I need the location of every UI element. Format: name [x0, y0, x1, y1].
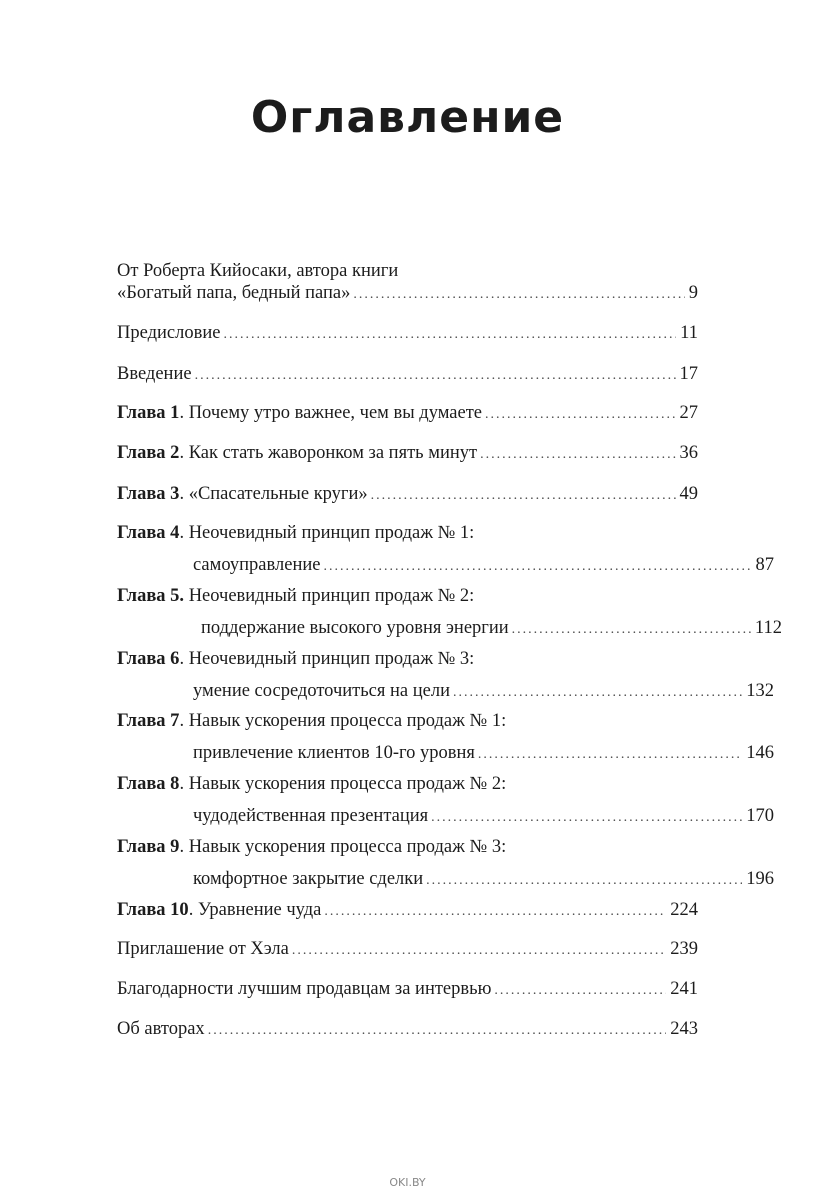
- dot-leader: [195, 365, 676, 387]
- toc-entry-page: 49: [679, 484, 698, 504]
- toc-entry-page: 17: [679, 364, 698, 384]
- toc-chapter-label: Глава 3: [117, 484, 180, 504]
- toc-entry-line1: [117, 260, 698, 282]
- toc-chapter-label: Глава 1: [117, 403, 180, 423]
- toc-entry-first-line: От Роберта Кийосаки, автора книги: [117, 261, 399, 281]
- toc-entry-text: . Как стать жаворонком за пять минут: [179, 443, 478, 463]
- toc-entry-preface[interactable]: [117, 322, 698, 346]
- toc-entry-chapter-5[interactable]: [117, 585, 782, 641]
- toc-entry-text: Об авторах: [117, 1019, 205, 1039]
- dot-leader: [453, 682, 742, 704]
- toc-entry-page: 196: [746, 869, 774, 889]
- toc-entry-page: 27: [679, 403, 698, 423]
- toc-entry-text: Предисловие: [117, 323, 221, 343]
- toc-entry-page: 146: [746, 743, 774, 763]
- toc-entry-text: . Почему утро важнее, чем вы думаете: [179, 403, 483, 423]
- toc-entry-text: привлечение клиентов 10-го уровня: [193, 743, 475, 763]
- dot-leader: [512, 619, 751, 641]
- toc-entry-first-line: . Навык ускорения процесса продаж № 3:: [179, 837, 507, 857]
- toc-entry-page: 132: [746, 681, 774, 701]
- toc-entry-page: 112: [754, 618, 782, 638]
- toc-chapter-label: Глава 2: [117, 443, 180, 463]
- toc-entry-foreword-kiyosaki[interactable]: [117, 260, 698, 306]
- toc-entry-text: умение сосредоточиться на цели: [193, 681, 450, 701]
- dot-leader: [223, 324, 676, 346]
- dot-leader: [494, 980, 666, 1002]
- dot-leader: [323, 556, 751, 578]
- toc-entry-chapter-1[interactable]: [117, 402, 698, 426]
- toc-entry-about-authors[interactable]: [117, 1018, 698, 1042]
- toc-chapter-label: Глава 4: [117, 523, 180, 543]
- toc-entry-chapter-3[interactable]: [117, 483, 698, 507]
- toc-entry-page: 170: [746, 806, 774, 826]
- dot-leader: [478, 744, 742, 766]
- toc-entry-text: «Богатый папа, бедный папа»: [117, 283, 351, 303]
- dot-leader: [431, 807, 742, 829]
- toc-entry-invitation[interactable]: [117, 938, 698, 962]
- toc-entry-chapter-6[interactable]: [117, 648, 774, 704]
- toc-entry-page: 11: [680, 323, 698, 343]
- toc-entry-acknowledgements[interactable]: [117, 978, 698, 1002]
- dot-leader: [292, 940, 666, 962]
- toc-entry-chapter-7[interactable]: [117, 710, 774, 766]
- toc-entry-text: самоуправление: [193, 555, 321, 575]
- dot-leader: [485, 404, 675, 426]
- toc-entry-text: . Уравнение чуда: [188, 900, 322, 920]
- toc-chapter-label: Глава 8: [117, 774, 180, 794]
- toc-entry-page: 36: [679, 443, 698, 463]
- toc-chapter-label: Глава 10: [117, 900, 189, 920]
- toc-entry-page: 87: [755, 555, 774, 575]
- toc-entry-first-line: Неочевидный принцип продаж № 2:: [184, 586, 475, 606]
- page-title: Оглавление: [250, 92, 565, 143]
- toc-chapter-label: Глава 6: [117, 649, 180, 669]
- dot-leader: [371, 485, 676, 507]
- toc-chapter-label: Глава 5.: [117, 586, 185, 606]
- dot-leader: [426, 870, 742, 892]
- toc-chapter-label: Глава 7: [117, 711, 180, 731]
- toc-entry-first-line: . Неочевидный принцип продаж № 3:: [179, 649, 475, 669]
- toc-entry-text: Введение: [117, 364, 192, 384]
- toc-entry-chapter-8[interactable]: [117, 773, 774, 829]
- toc-entry-page: 224: [670, 900, 698, 920]
- toc-entry-chapter-10[interactable]: [117, 899, 698, 923]
- toc-entry-text: чудодейственная презентация: [193, 806, 429, 826]
- toc-entry-text: комфортное закрытие сделки: [193, 869, 424, 889]
- toc-entry-chapter-4[interactable]: [117, 522, 774, 578]
- dot-leader: [480, 444, 675, 466]
- watermark: OKI.BY: [389, 1176, 426, 1189]
- toc-entry-first-line: . Навык ускорения процесса продаж № 2:: [179, 774, 507, 794]
- toc-entry-text: . «Спасательные круги»: [179, 484, 368, 504]
- dot-leader: [208, 1020, 667, 1042]
- toc-entry-text: поддержание высокого уровня энергии: [201, 618, 509, 638]
- toc-entry-text: Благодарности лучшим продавцам за интервью: [117, 979, 492, 999]
- toc-entry-page: 9: [688, 283, 698, 303]
- toc-entry-chapter-2[interactable]: [117, 442, 698, 466]
- dot-leader: [324, 901, 666, 923]
- toc-entry-introduction[interactable]: [117, 363, 698, 387]
- dot-leader: [353, 284, 684, 306]
- toc-entry-first-line: . Навык ускорения процесса продаж № 1:: [179, 711, 507, 731]
- toc-entry-first-line: . Неочевидный принцип продаж № 1:: [179, 523, 475, 543]
- toc-entry-page: 241: [670, 979, 698, 999]
- toc-entry-page: 239: [670, 939, 698, 959]
- toc-chapter-label: Глава 9: [117, 837, 180, 857]
- toc-entry-line2: [117, 282, 698, 306]
- toc-entry-text: Приглашение от Хэла: [117, 939, 289, 959]
- toc-entry-page: 243: [670, 1019, 698, 1039]
- toc-entry-chapter-9[interactable]: [117, 836, 774, 892]
